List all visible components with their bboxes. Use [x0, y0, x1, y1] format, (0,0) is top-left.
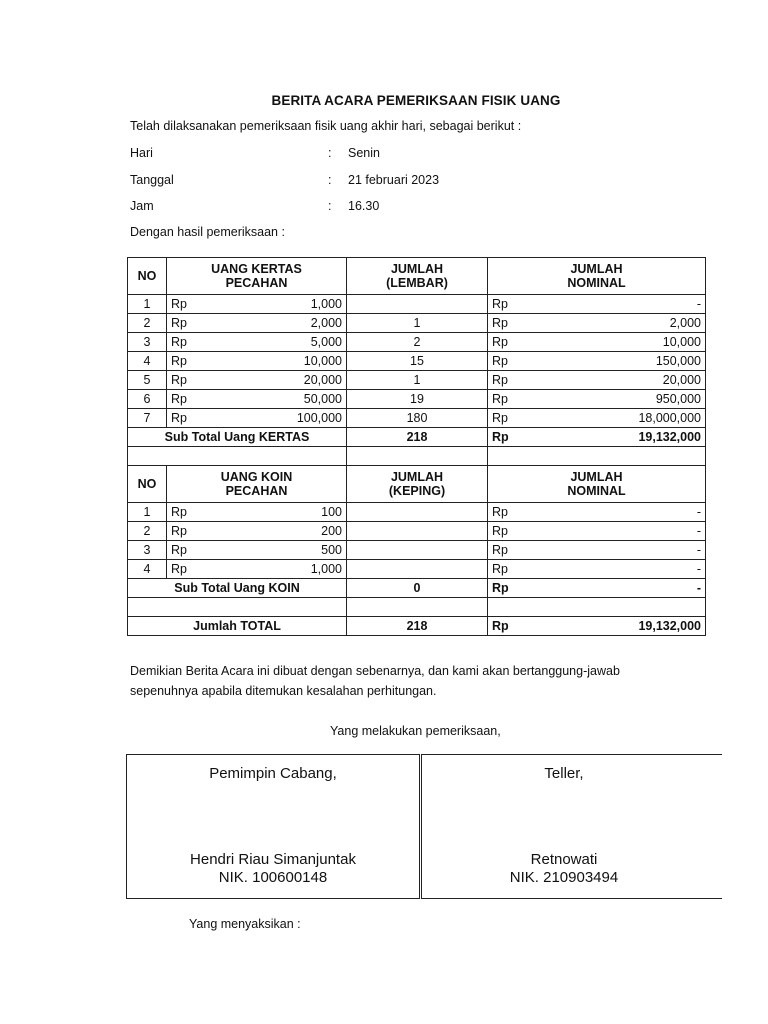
row-no: 7	[128, 409, 167, 428]
total-quantity: 218	[347, 617, 488, 636]
row-denomination: Rp 200	[167, 522, 347, 541]
row-no: 1	[128, 503, 167, 522]
row-nominal: Rp 150,000	[488, 352, 706, 371]
row-denomination: Rp 500	[167, 541, 347, 560]
row-quantity	[347, 522, 488, 541]
row-quantity: 180	[347, 409, 488, 428]
signature-box-teller	[421, 754, 722, 899]
signature-box-branch-head	[126, 754, 420, 899]
signature-role: Teller,	[544, 765, 584, 782]
table-row	[128, 541, 706, 560]
row-quantity: 1	[347, 314, 488, 333]
table-row	[128, 560, 706, 579]
table-row	[128, 314, 706, 333]
kertas-subtotal-row	[128, 428, 706, 447]
examiner-label: Yang melakukan pemeriksaan,	[330, 724, 501, 738]
row-nominal: Rp 18,000,000	[488, 409, 706, 428]
signature-name: Retnowati	[530, 851, 598, 868]
row-denomination: Rp 10,000	[167, 352, 347, 371]
header-nominal: JUMLAH NOMINAL	[488, 466, 706, 503]
koin-subtotal-row	[128, 579, 706, 598]
info-value-tanggal: 21 februari 2023	[348, 173, 440, 187]
signature-role: Pemimpin Cabang,	[209, 765, 337, 782]
info-colon: :	[328, 173, 332, 187]
row-nominal: Rp -	[488, 522, 706, 541]
row-denomination: Rp 1,000	[167, 295, 347, 314]
row-denomination: Rp 100,000	[167, 409, 347, 428]
table-row	[128, 333, 706, 352]
closing-line-1: Demikian Berita Acara ini dibuat dengan sebenarnya, dan kami akan bertanggung-jawab	[130, 664, 620, 678]
subtotal-label: Sub Total Uang KERTAS	[128, 428, 347, 447]
subtotal-quantity: 0	[347, 579, 488, 598]
row-denomination: Rp 1,000	[167, 560, 347, 579]
witness-label: Yang menyaksikan :	[189, 917, 301, 931]
row-no: 3	[128, 541, 167, 560]
row-no: 2	[128, 314, 167, 333]
header-nominal: JUMLAH NOMINAL	[488, 258, 706, 295]
signature-identity	[127, 851, 419, 887]
row-no: 3	[128, 333, 167, 352]
table-row	[128, 522, 706, 541]
row-nominal: Rp -	[488, 295, 706, 314]
header-quantity: JUMLAH (KEPING)	[347, 466, 488, 503]
row-quantity: 2	[347, 333, 488, 352]
signature-identity	[422, 851, 722, 887]
row-quantity: 19	[347, 390, 488, 409]
row-nominal: Rp 950,000	[488, 390, 706, 409]
row-denomination: Rp 20,000	[167, 371, 347, 390]
header-denomination: UANG KOIN PECAHAN	[167, 466, 347, 503]
info-value-hari: Senin	[348, 146, 380, 160]
subtotal-nominal: Rp 19,132,000	[488, 428, 706, 447]
row-nominal: Rp 2,000	[488, 314, 706, 333]
row-nominal: Rp 20,000	[488, 371, 706, 390]
row-quantity	[347, 295, 488, 314]
table-row	[128, 352, 706, 371]
row-nominal: Rp -	[488, 503, 706, 522]
table-row	[128, 371, 706, 390]
signature-nik: NIK. 210903494	[509, 869, 619, 886]
row-denomination: Rp 5,000	[167, 333, 347, 352]
header-no: NO	[128, 258, 167, 295]
header-quantity: JUMLAH (LEMBAR)	[347, 258, 488, 295]
subtotal-nominal: Rp -	[488, 579, 706, 598]
table-row	[128, 409, 706, 428]
subtotal-label: Sub Total Uang KOIN	[128, 579, 347, 598]
info-colon: :	[328, 199, 332, 213]
row-quantity	[347, 560, 488, 579]
table-row	[128, 390, 706, 409]
koin-header-row	[128, 466, 706, 503]
document-title: BERITA ACARA PEMERIKSAAN FISIK UANG	[271, 93, 561, 108]
intro-text: Telah dilaksanakan pemeriksaan fisik uang akhir hari, sebagai berikut :	[130, 119, 522, 133]
row-denomination: Rp 50,000	[167, 390, 347, 409]
money-table	[127, 257, 706, 636]
total-nominal: Rp 19,132,000	[488, 617, 706, 636]
row-quantity: 15	[347, 352, 488, 371]
header-denomination: UANG KERTAS PECAHAN	[167, 258, 347, 295]
total-label: Jumlah TOTAL	[128, 617, 347, 636]
table-row	[128, 503, 706, 522]
row-no: 4	[128, 560, 167, 579]
kertas-header-row	[128, 258, 706, 295]
info-label-tanggal: Tanggal	[130, 173, 174, 187]
row-nominal: Rp -	[488, 541, 706, 560]
row-denomination: Rp 100	[167, 503, 347, 522]
row-nominal: Rp -	[488, 560, 706, 579]
info-value-jam: 16.30	[348, 199, 380, 213]
header-no: NO	[128, 466, 167, 503]
info-colon: :	[328, 146, 332, 160]
row-quantity	[347, 541, 488, 560]
row-no: 2	[128, 522, 167, 541]
closing-line-2: sepenuhnya apabila ditemukan kesalahan perhitungan.	[130, 684, 437, 698]
row-no: 6	[128, 390, 167, 409]
subtotal-quantity: 218	[347, 428, 488, 447]
total-row	[128, 617, 706, 636]
row-no: 5	[128, 371, 167, 390]
row-quantity	[347, 503, 488, 522]
row-no: 1	[128, 295, 167, 314]
signature-nik: NIK. 100600148	[218, 869, 328, 886]
info-label-jam: Jam	[130, 199, 154, 213]
info-label-hari: Hari	[130, 146, 153, 160]
row-denomination: Rp 2,000	[167, 314, 347, 333]
row-nominal: Rp 10,000	[488, 333, 706, 352]
table-row	[128, 295, 706, 314]
signature-name: Hendri Riau Simanjuntak	[190, 851, 356, 868]
result-label: Dengan hasil pemeriksaan :	[130, 225, 285, 239]
row-quantity: 1	[347, 371, 488, 390]
spacer-row	[128, 598, 706, 617]
row-no: 4	[128, 352, 167, 371]
spacer-row	[128, 447, 706, 466]
